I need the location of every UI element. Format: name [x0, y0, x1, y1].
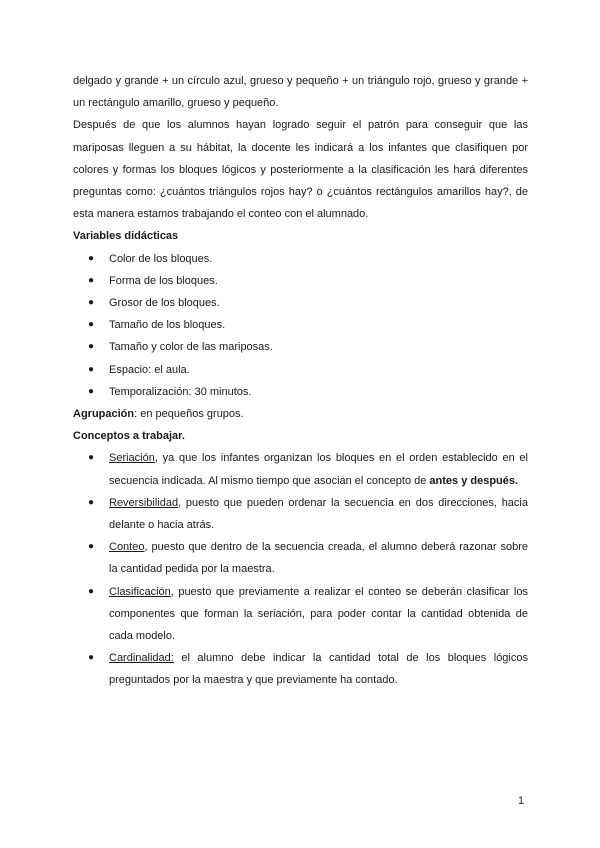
variables-list: [73, 248, 528, 403]
paragraph-shapes-pattern: delgado y grande + un círculo azul, grueso y pequeño + un triángulo rojo, grueso y grande + un rectángulo amarillo, grueso y pequeño.: [73, 75, 528, 110]
bullet-icon: ●: [88, 319, 95, 331]
document-page: [73, 70, 528, 692]
variables-heading: Variables didácticas: [73, 230, 179, 243]
list-item: ● Tamaño de los bloques.: [73, 314, 528, 336]
bullet-icon: ●: [88, 274, 95, 286]
concept-term: Conteo: [109, 541, 145, 554]
paragraph-classification: Después de que los alumnos hayan logrado seguir el patrón para conseguir que las mariposas lleguen a su hábitat, la docente les indicará a los infantes que clasifiquen por colores y formas los bloques lógicos y posteriormente a la clasificación les hará diferentes preguntas como: ¿cuántos triángulos rojos hay? o ¿cuántos rectángulos amarillos hay?, de esta manera estamos trabajando el conteo con el alumnado.: [73, 119, 528, 221]
bullet-icon: ●: [88, 541, 95, 553]
list-item: ● Tamaño y color de las mariposas.: [73, 336, 528, 358]
agrupacion-text: : en pequeños grupos.: [134, 408, 244, 421]
bullet-icon: ●: [88, 363, 95, 375]
list-item: ● Forma de los bloques.: [73, 270, 528, 292]
bullet-icon: ●: [88, 496, 95, 508]
list-item: ● Clasificación, puesto que previamente a realizar el conteo se deberán clasificar los componentes que forman la seriación, para poder contar la cantidad obtenida de cada modelo.: [73, 581, 528, 648]
concept-term: Seriación: [109, 452, 155, 465]
list-item: ● Cardinalidad: el alumno debe indicar la cantidad total de los bloques lógicos preguntados por la maestra y que previamente ha contado.: [73, 647, 528, 691]
list-item: ● Conteo, puesto que dentro de la secuencia creada, el alumno deberá razonar sobre la cantidad pedida por la maestra.: [73, 536, 528, 580]
concept-bold: antes y después.: [429, 474, 519, 487]
list-item: ● Color de los bloques.: [73, 248, 528, 270]
concept-term: Reversibilidad: [109, 496, 179, 509]
bullet-icon: ●: [88, 652, 95, 664]
concept-term: Clasificación: [109, 585, 171, 598]
page-number: 1: [518, 795, 525, 807]
agrupacion-label: Agrupación: [73, 408, 135, 421]
conceptos-heading: Conceptos a trabajar.: [73, 430, 185, 443]
list-item: ● Espacio: el aula.: [73, 359, 528, 381]
bullet-icon: ●: [88, 585, 95, 597]
bullet-icon: ●: [88, 297, 95, 309]
list-item: ● Temporalización: 30 minutos.: [73, 381, 528, 403]
concept-term: Cardinalidad:: [109, 652, 174, 665]
conceptos-list: [73, 447, 528, 691]
bullet-icon: ●: [88, 452, 95, 464]
list-item: ● Grosor de los bloques.: [73, 292, 528, 314]
agrupacion-line: [73, 403, 528, 425]
list-item: ● Seriación, ya que los infantes organizan los bloques en el orden establecido en el secuencia indicada. Al mismo tiempo que asocian el concepto de antes y después.: [73, 447, 528, 491]
list-item: ● Reversibilidad, puesto que pueden ordenar la secuencia en dos direcciones, hacia delante o hacia atrás.: [73, 492, 528, 536]
bullet-icon: ●: [88, 252, 95, 264]
bullet-icon: ●: [88, 341, 95, 353]
bullet-icon: ●: [88, 385, 95, 397]
